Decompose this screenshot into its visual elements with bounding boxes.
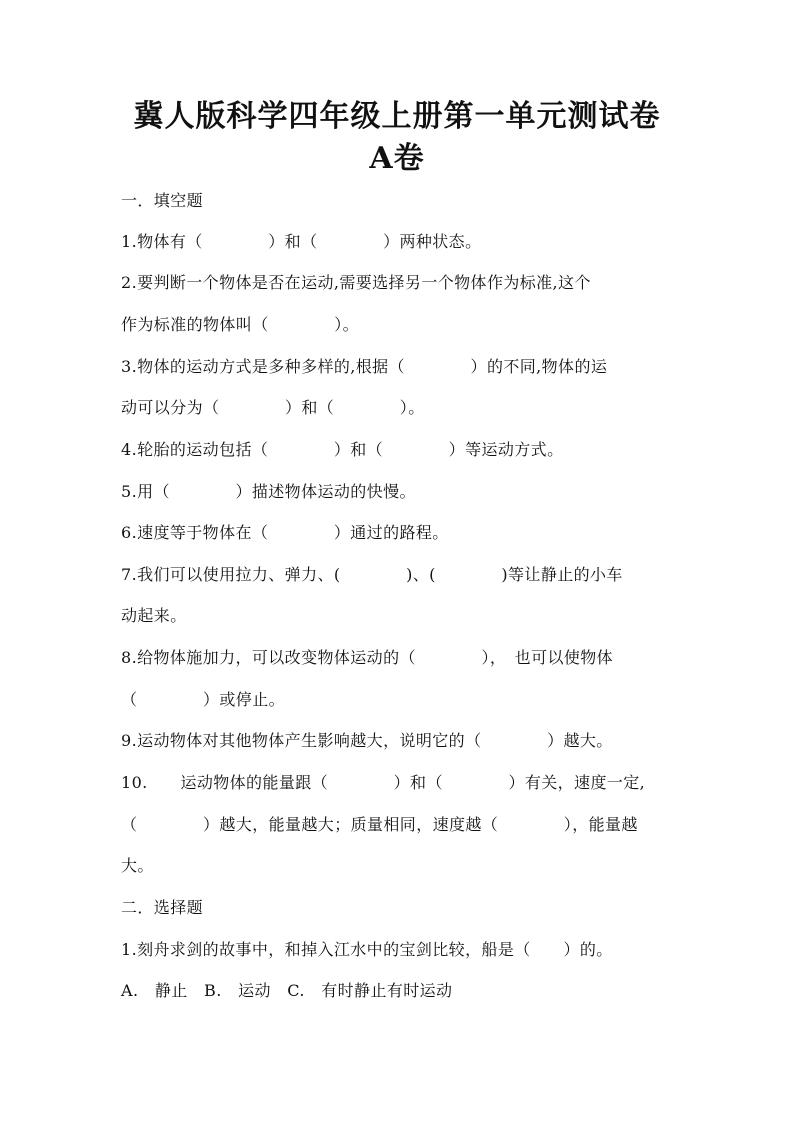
question-line: 10. 运动物体的能量跟（ ）和（ ）有关，速度一定, <box>121 773 646 792</box>
question-line: 7.我们可以使用拉力、弹力、( )、( )等让静止的小车 <box>121 565 623 584</box>
question-line: （ ）或停止。 <box>121 690 286 709</box>
question-line: 2.要判断一个物体是否在运动,需要选择另一个物体作为标准,这个 <box>121 273 591 292</box>
question-line: 1.刻舟求剑的故事中，和掉入江水中的宝剑比较，船是（ ）的。 <box>121 940 613 959</box>
question-line: 9.运动物体对其他物体产生影响越大，说明它的（ ）越大。 <box>121 731 613 750</box>
question-line: 6.速度等于物体在（ ）通过的路程。 <box>121 523 449 542</box>
document-subtitle: A卷 <box>369 141 425 176</box>
answer-options: A. 静止 B. 运动 C. 有时静止有时运动 <box>121 981 453 1000</box>
question-line: 5.用（ ）描述物体运动的快慢。 <box>121 482 416 501</box>
question-line: 3.物体的运动方式是多种多样的,根据（ ）的不同,物体的运 <box>121 357 608 376</box>
question-line: 动起来。 <box>121 606 187 625</box>
question-line: 作为标准的物体叫（ ）。 <box>121 315 360 334</box>
section-heading-fill-in: 一．填空题 <box>121 191 204 210</box>
document-title: 冀人版科学四年级上册第一单元测试卷 <box>133 99 661 134</box>
question-line: 大。 <box>121 856 154 875</box>
question-line: （ ）越大，能量越大；质量相同，速度越（ ），能量越 <box>121 815 638 834</box>
question-line: 8.给物体施加力，可以改变物体运动的（ ）， 也可以使物体 <box>121 648 614 667</box>
question-line: 4.轮胎的运动包括（ ）和（ ）等运动方式。 <box>121 440 564 459</box>
question-line: 动可以分为（ ）和（ ）。 <box>121 398 425 417</box>
question-line: 1.物体有（ ）和（ ）两种状态。 <box>121 232 482 251</box>
section-heading-multiple-choice: 二．选择题 <box>121 898 204 917</box>
